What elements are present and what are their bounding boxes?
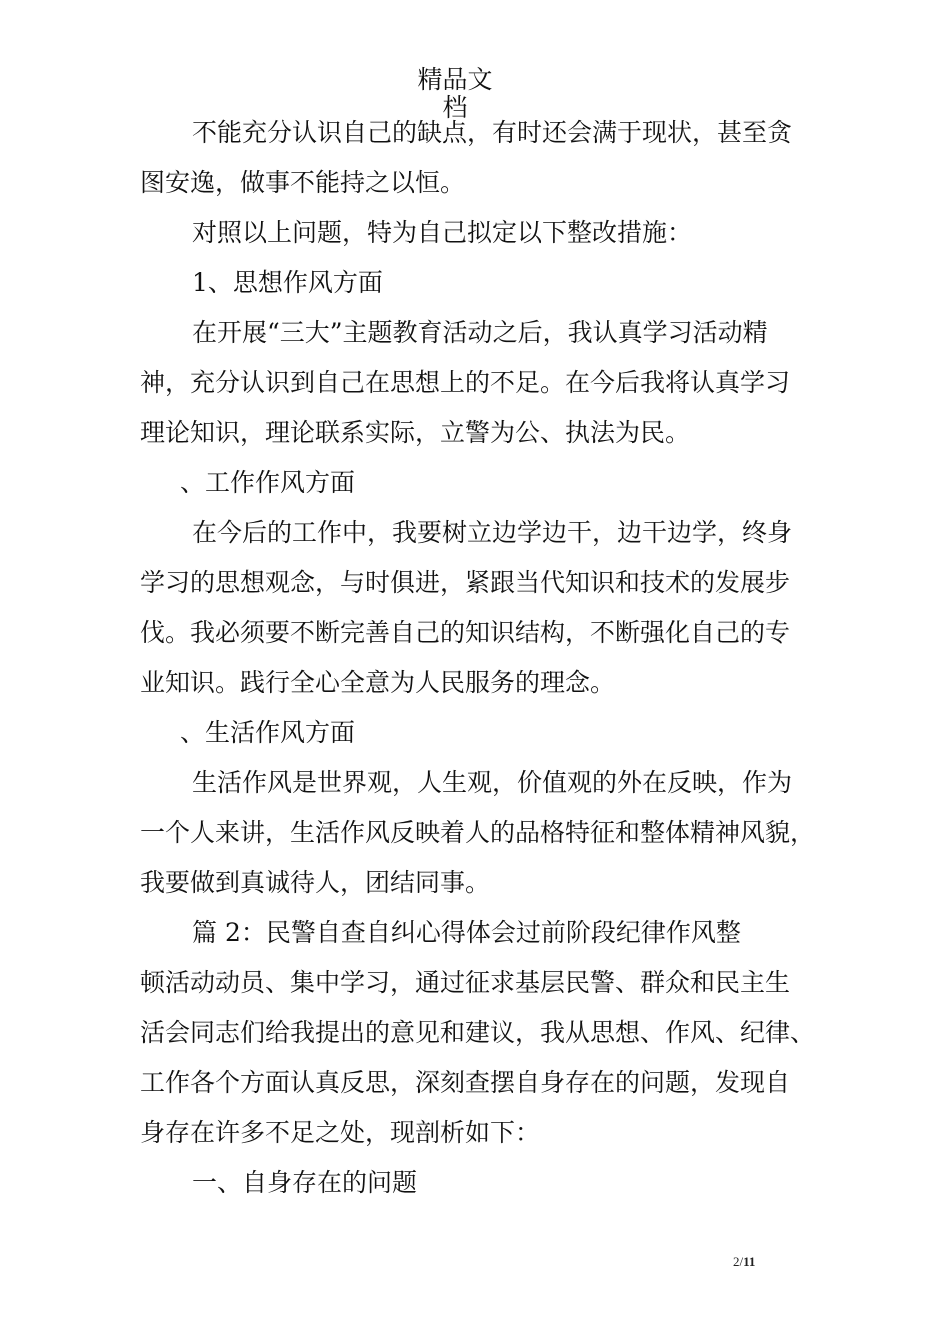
body-line: 业知识。践行全心全意为人民服务的理念。 bbox=[140, 668, 616, 697]
body-line: 我要做到真诚待人，团结同事。 bbox=[140, 868, 491, 897]
body-line: 篇 2：民警自查自纠心得体会过前阶段纪律作风整 bbox=[192, 918, 741, 947]
body-line: 工作各个方面认真反思，深刻查摆自身存在的问题，发现自 bbox=[140, 1068, 791, 1097]
page-number bbox=[733, 1254, 755, 1270]
header-line-1: 精品文 bbox=[417, 65, 493, 94]
body-line: 在今后的工作中，我要树立边学边干，边干边学，终身 bbox=[192, 518, 793, 547]
body-line: 伐。我必须要不断完善自己的知识结构，不断强化自己的专 bbox=[140, 618, 791, 647]
header-line-2: 档 bbox=[442, 93, 468, 122]
body-line: 活会同志们给我提出的意见和建议，我从思想、作风、纪律、 bbox=[140, 1018, 816, 1047]
body-line: 不能充分认识自己的缺点，有时还会满于现状，甚至贪 bbox=[192, 118, 793, 147]
body-line: 对照以上问题，特为自己拟定以下整改措施： bbox=[192, 218, 693, 247]
page-current: 2/ bbox=[733, 1254, 744, 1269]
body-line: 图安逸，做事不能持之以恒。 bbox=[140, 168, 466, 197]
section-heading: 、工作作风方面 bbox=[180, 468, 356, 497]
body-line: 顿活动动员、集中学习，通过征求基层民警、群众和民主生 bbox=[140, 968, 791, 997]
body-line: 身存在许多不足之处，现剖析如下： bbox=[140, 1118, 541, 1147]
body-line: 生活作风是世界观，人生观，价值观的外在反映，作为 bbox=[192, 768, 793, 797]
section-heading: 一、自身存在的问题 bbox=[192, 1168, 418, 1197]
page-total: 11 bbox=[743, 1254, 756, 1269]
section-heading: 1、思想作风方面 bbox=[192, 268, 383, 297]
section-heading: 、生活作风方面 bbox=[180, 718, 356, 747]
body-line: 理论知识，理论联系实际，立警为公、执法为民。 bbox=[140, 418, 691, 447]
body-line: 学习的思想观念，与时俱进，紧跟当代知识和技术的发展步 bbox=[140, 568, 791, 597]
body-line: 神，充分认识到自己在思想上的不足。在今后我将认真学习 bbox=[140, 368, 791, 397]
document-header bbox=[380, 66, 530, 122]
body-line: 在开展“三大”主题教育活动之后，我认真学习活动精 bbox=[192, 318, 768, 347]
body-line: 一个人来讲，生活作风反映着人的品格特征和整体精神风貌， bbox=[140, 818, 816, 847]
